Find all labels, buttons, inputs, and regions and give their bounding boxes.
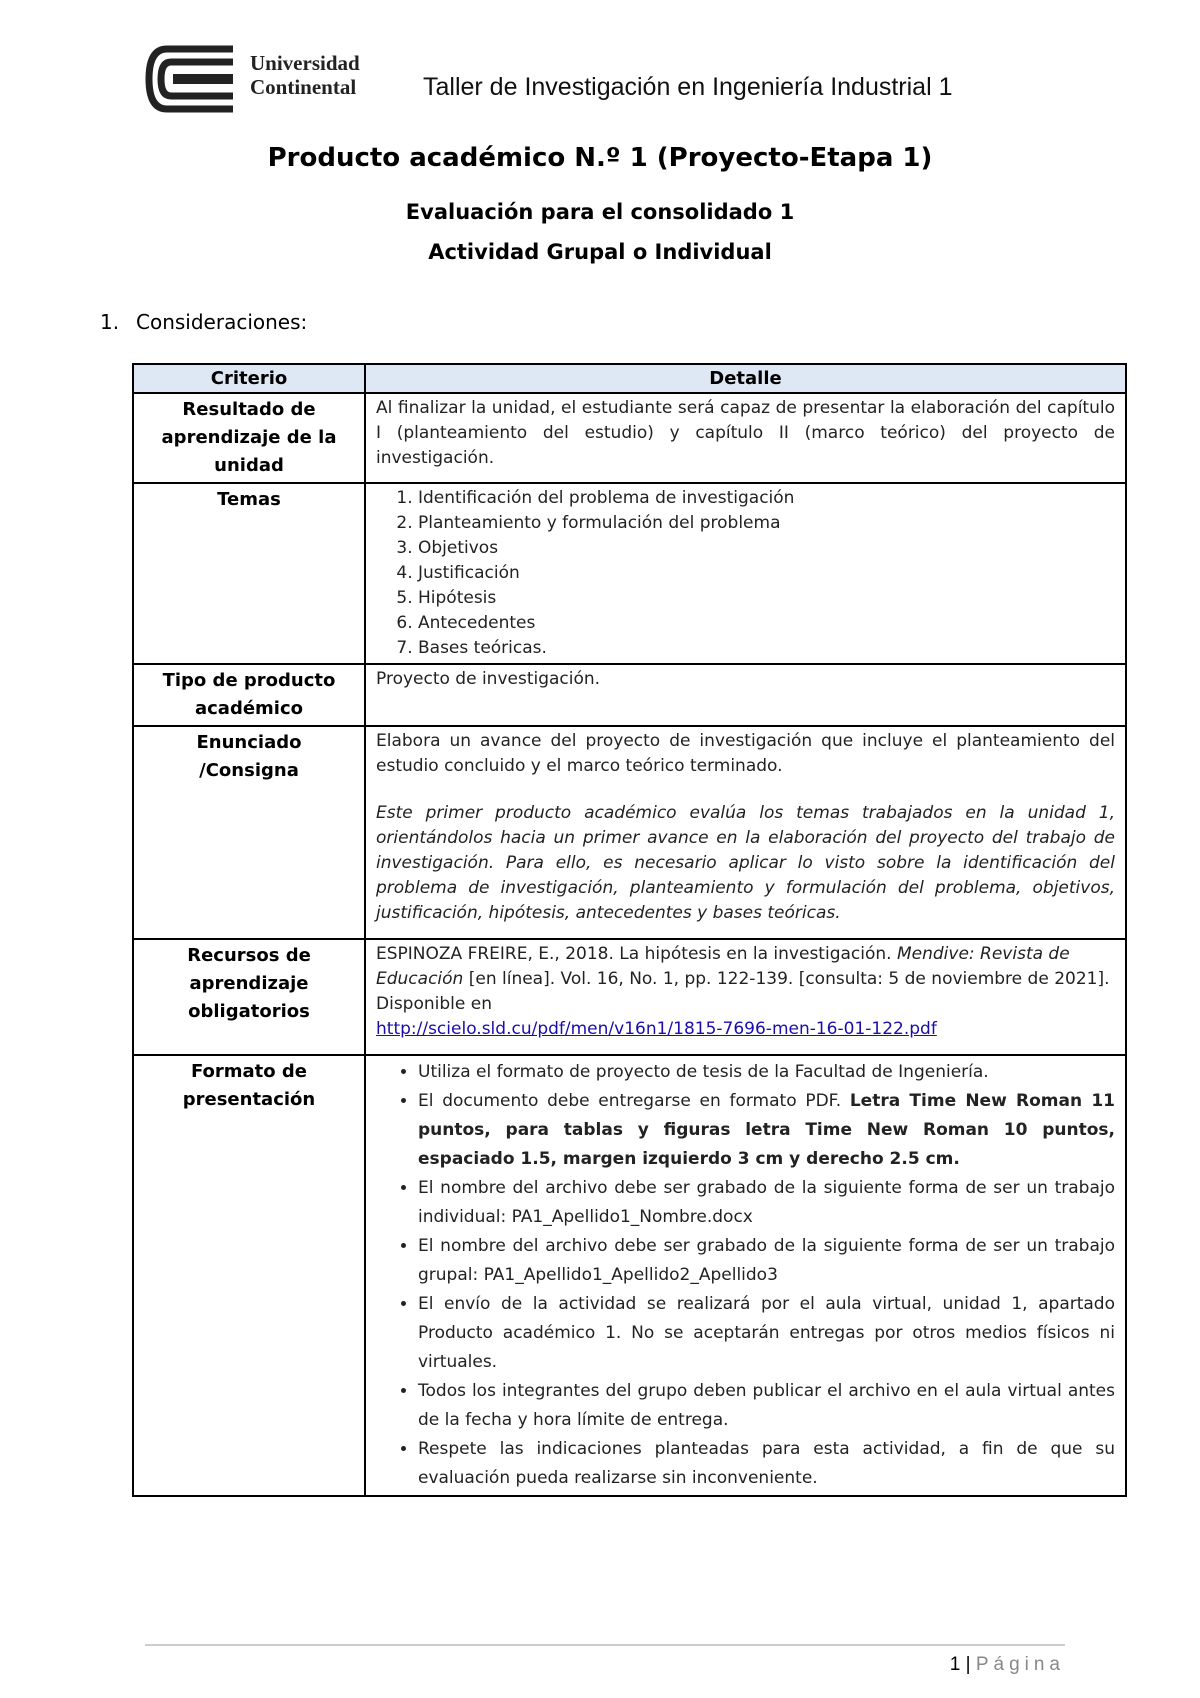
list-item: 6. Antecedentes (418, 611, 1115, 636)
list-item: 3. Objetivos (418, 536, 1115, 561)
list-item: • El nombre del archivo debe ser grabado de la siguiente forma de ser un trabajo grupal: PA1_Apellido1_Apellido2_Apellido3 (418, 1232, 1115, 1290)
statement-italic-paragraph: Este primer producto académico evalúa los temas trabajados en la unidad 1, orientándolos hacia un primer avance en la elaboración del proyecto del trabajo de investigación. Para ello, es necesario aplicar lo visto sobre la identificación del problema de investigación, planteamiento y formulación del problema, objetivos, justificación, hipótesis, antecedentes y bases teóricas. (376, 803, 1115, 923)
criterion-cell: Resultado de aprendizaje de la unidad (133, 393, 365, 483)
list-item (418, 1087, 1115, 1174)
footer-separator: | (960, 1654, 976, 1675)
table-row (133, 1055, 1126, 1496)
table-row (133, 726, 1126, 939)
list-item-bold-text: Letra Time New Roman 11 puntos, para tablas y figuras letra Time New Roman 10 puntos, espaciado 1.5, margen izquierdo 3 cm y derecho 2.5 cm. (418, 1091, 1115, 1169)
format-list (376, 1058, 1115, 1493)
list-item: 5. Hipótesis (418, 586, 1115, 611)
detail-cell (365, 726, 1126, 939)
detail-cell: Al finalizar la unidad, el estudiante será capaz de presentar la elaboración del capítulo I (planteamiento del estudio) y capítulo II (marco teórico) del proyecto de investigación. (365, 393, 1126, 483)
list-item: • Respete las indicaciones planteadas para esta actividad, a fin de que su evaluación pueda realizarse sin inconveniente. (418, 1435, 1115, 1493)
list-item: 2. Planteamiento y formulación del problema (418, 511, 1115, 536)
footer-divider (145, 1644, 1065, 1646)
page-label: Página (975, 1654, 1065, 1675)
university-name (250, 51, 360, 99)
reference-text: ESPINOZA FREIRE, E., 2018. La hipótesis en la investigación. (376, 944, 897, 964)
list-item-text: El documento debe entregarse en formato PDF. (418, 1091, 850, 1111)
detail-cell: Proyecto de investigación. (365, 664, 1126, 726)
page-footer (950, 1654, 1065, 1676)
page-header (145, 45, 1065, 115)
list-item: 4. Justificación (418, 561, 1115, 586)
list-item: 7. Bases teóricas. (418, 636, 1115, 661)
document-title: Producto académico N.º 1 (Proyecto-Etapa 1) (267, 143, 933, 173)
header-detalle: Detalle (365, 364, 1126, 393)
list-item: • Todos los integrantes del grupo deben publicar el archivo en el aula virtual antes de la fecha y hora límite de entrega. (418, 1377, 1115, 1435)
table-row (133, 483, 1126, 664)
table-header-row (133, 364, 1126, 393)
list-item: • El nombre del archivo debe ser grabado de la siguiente forma de ser un trabajo individual: PA1_Apellido1_Nombre.docx (418, 1174, 1115, 1232)
reference-link[interactable]: http://scielo.sld.cu/pdf/men/v16n1/1815-7696-men-16-01-122.pdf (376, 1019, 937, 1039)
detail-cell (365, 1055, 1126, 1496)
section-heading (100, 310, 307, 334)
document-subtitle-2: Actividad Grupal o Individual (428, 240, 772, 264)
detail-cell (365, 483, 1126, 664)
reference-text: [en línea]. Vol. 16, No. 1, pp. 122-139. [consulta: 5 de noviembre de 2021]. Disponible en (376, 969, 1110, 1014)
university-logo-icon (145, 45, 235, 113)
considerations-table (132, 363, 1127, 1497)
criterion-cell: Recursos de aprendizaje obligatorios (133, 939, 365, 1055)
document-subtitle-1: Evaluación para el consolidado 1 (405, 200, 795, 224)
list-item: • Utiliza el formato de proyecto de tesis de la Facultad de Ingeniería. (418, 1058, 1115, 1087)
criterion-cell: Tipo de producto académico (133, 664, 365, 726)
list-item: • El envío de la actividad se realizará por el aula virtual, unidad 1, apartado Producto académico 1. No se aceptarán entregas por otros medios físicos ni virtuales. (418, 1290, 1115, 1377)
reference-journal: Mendive: Revista de Educación (376, 944, 1070, 989)
detail-cell (365, 939, 1126, 1055)
section-label: Consideraciones: (136, 310, 308, 334)
logo-line-2: Continental (250, 75, 357, 99)
logo-line-1: Universidad (250, 51, 360, 75)
page-number: 1 (949, 1654, 961, 1675)
table-row (133, 939, 1126, 1055)
list-item: 1. Identificación del problema de investigación (418, 486, 1115, 511)
criterion-cell: Temas (133, 483, 365, 664)
statement-paragraph: Elabora un avance del proyecto de investigación que incluye el planteamiento del estudio concluido y el marco teórico terminado. (376, 731, 1115, 776)
topics-list (376, 486, 1115, 661)
course-title: Taller de Investigación en Ingeniería Industrial 1 (423, 73, 953, 101)
table-row (133, 664, 1126, 726)
section-number: 1. (100, 310, 120, 334)
criterion-cell: Formato de presentación (133, 1055, 365, 1496)
header-criterio: Criterio (133, 364, 365, 393)
table-row (133, 393, 1126, 483)
criterion-cell: Enunciado /Consigna (133, 726, 365, 939)
